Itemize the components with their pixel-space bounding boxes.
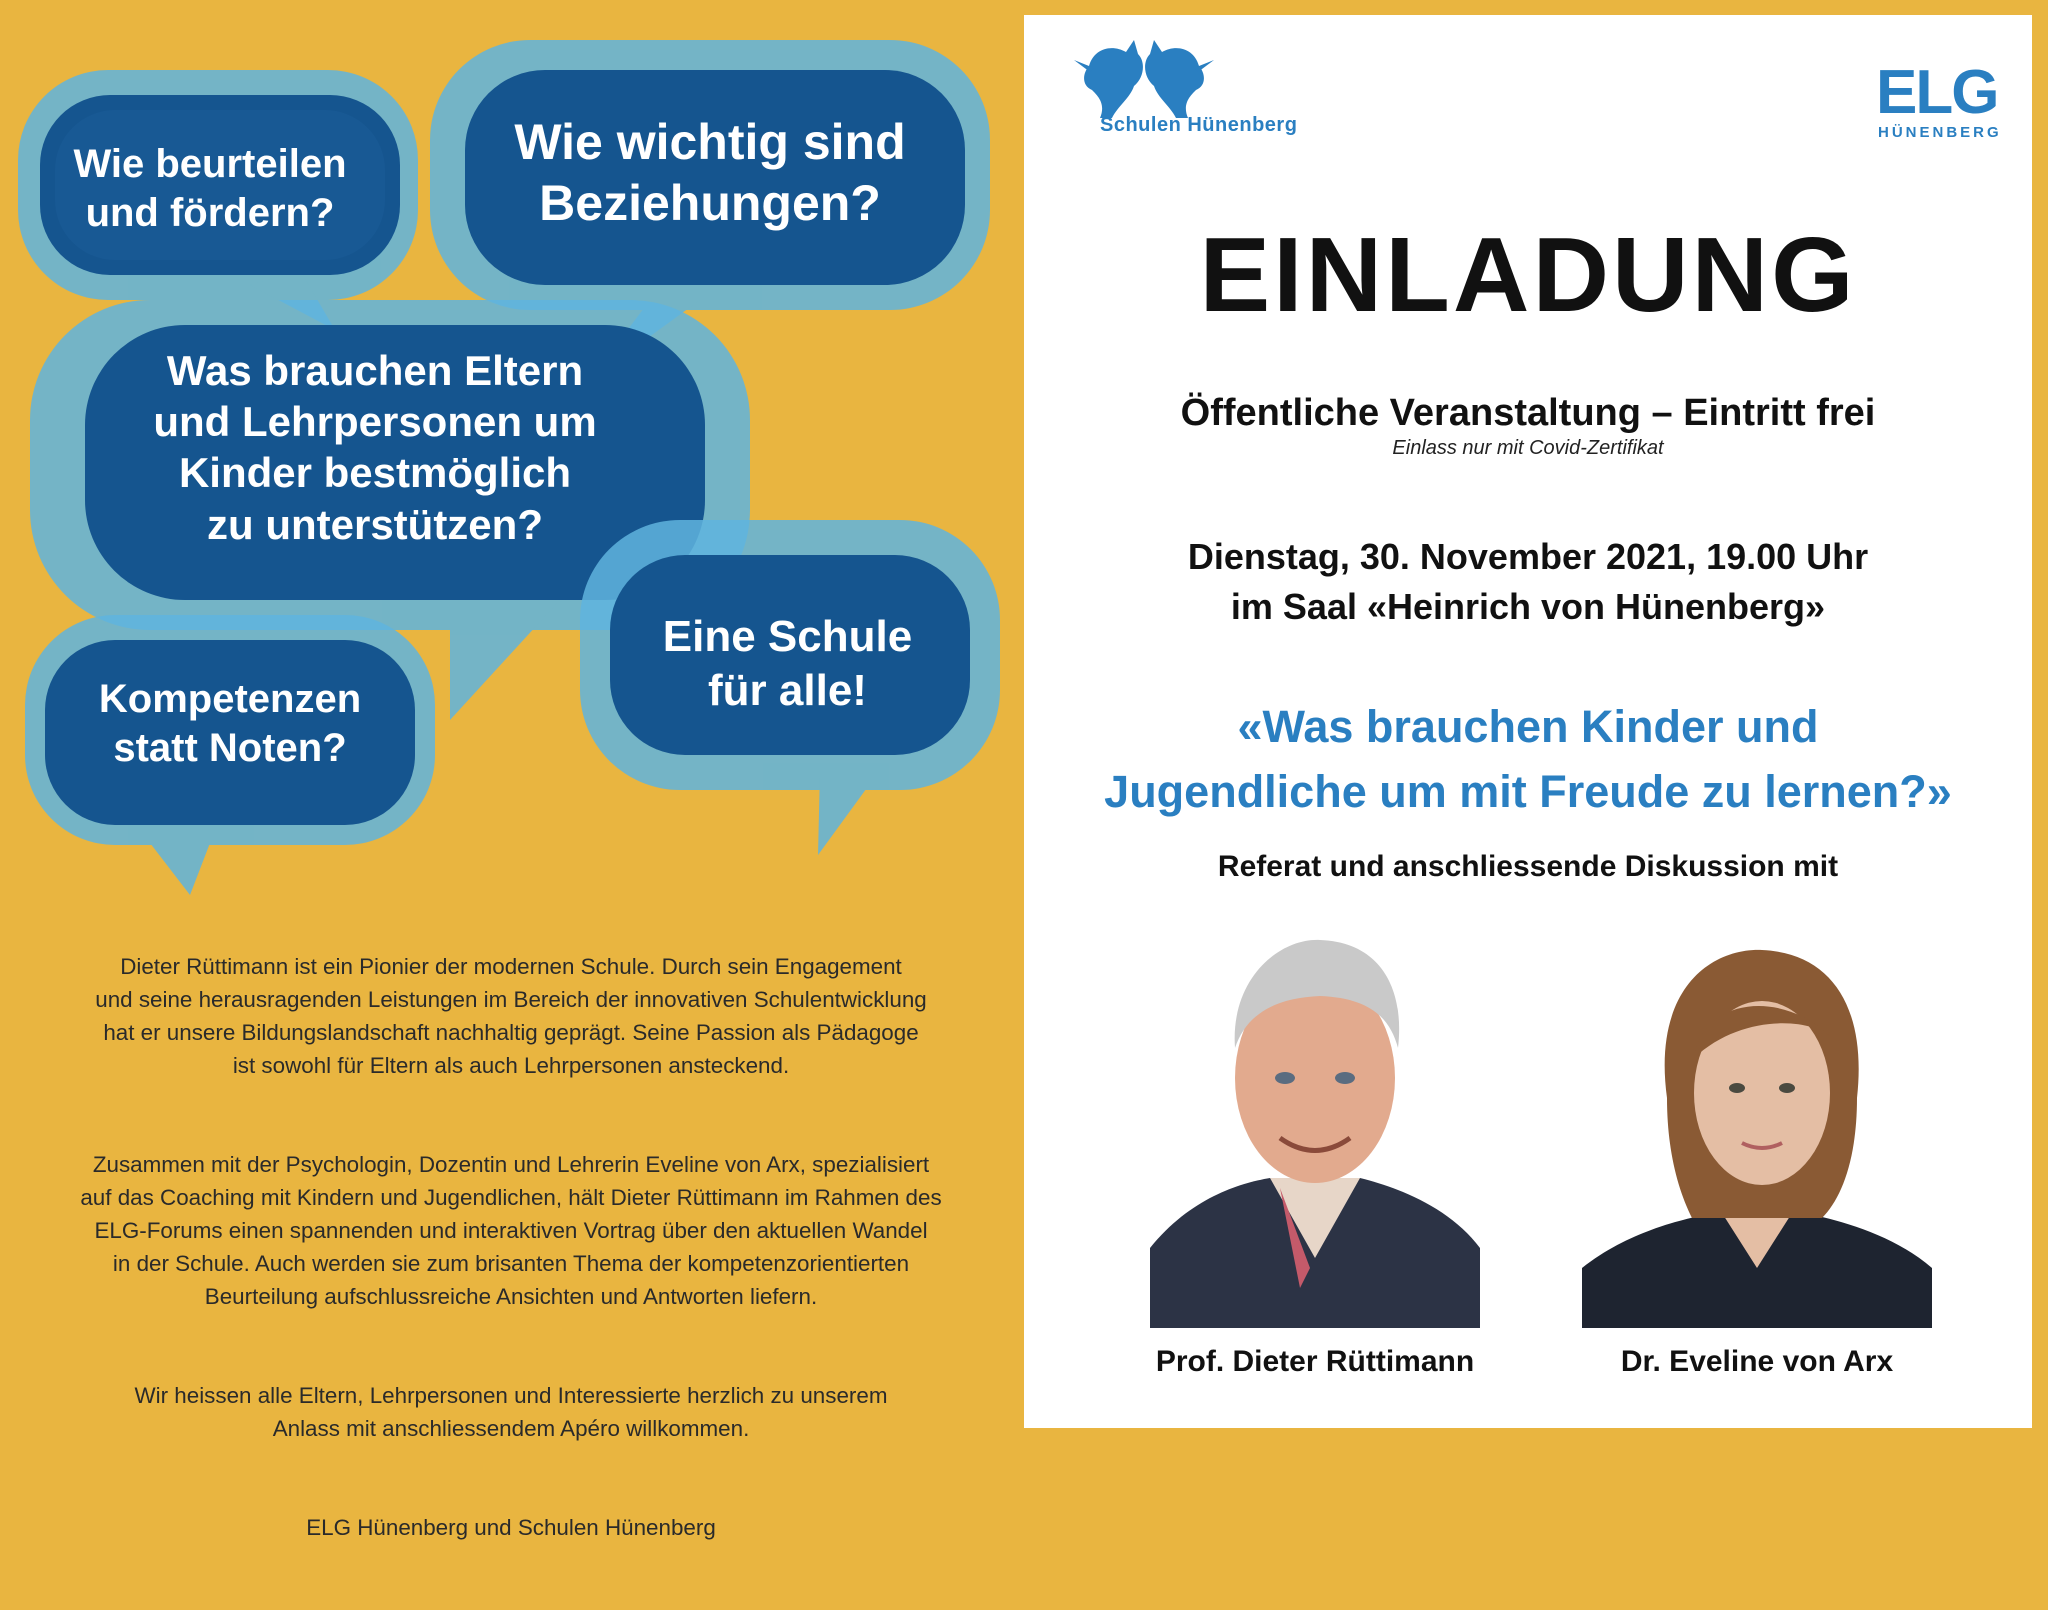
event-date-location: Dienstag, 30. November 2021, 19.00 Uhr im Saal «Heinrich von Hünenberg»: [1187, 536, 1869, 627]
description-paragraph-3: Wir heissen alle Eltern, Lehrpersonen und Interessierte herzlich zu unserem Anlass mit anschliessendem Apéro willkommen.: [134, 1383, 888, 1441]
elg-logo-icon: ELG: [1876, 58, 1998, 127]
left-panel: [0, 0, 1022, 1540]
bubble-question-relationships: Wie wichtig sind Beziehungen?: [514, 114, 906, 231]
bubble-statement-school: Eine Schule für alle!: [662, 612, 913, 715]
speaker-photo-von-arx: [1582, 928, 1932, 1328]
speaker-name-1: Prof. Dieter Rüttimann: [1155, 1345, 1475, 1378]
description-signature: ELG Hünenberg und Schulen Hünenberg: [306, 1515, 716, 1540]
bubble-question-support: Was brauchen Eltern und Lehrpersonen um Kinder bestmöglich zu unterstützen?: [153, 347, 597, 548]
description-paragraph-1: Dieter Rüttimann ist ein Pionier der modernen Schule. Durch sein Engagement und seine herausragenden Leistungen im Bereich der innovativen Schulentwicklung hat er unsere Bildungslandschaft nachhaltig geprägt. Seine Passion als Pädagoge ist sowohl für Eltern als auch Lehrpersonen ansteckend.: [95, 954, 927, 1078]
elg-logo-subtitle: HÜNENBERG: [1878, 124, 2002, 141]
page-title: EINLADUNG: [1199, 216, 1857, 334]
description-text: [10, 917, 1012, 1610]
event-topic: «Was brauchen Kinder und Jugendliche um mit Freude zu lernen?»: [1104, 701, 1952, 817]
entry-note: Einlass nur mit Covid-Zertifikat: [1392, 437, 1664, 459]
bubble-question-assess: Wie beurteilen und fördern?: [73, 142, 347, 235]
discussion-intro: Referat und anschliessende Diskussion mit: [1217, 850, 1839, 883]
bubble-question-competences: Kompetenzen statt Noten?: [98, 677, 362, 770]
speaker-name-2: Dr. Eveline von Arx: [1620, 1345, 1894, 1378]
speaker-photo-ruettimann: [1150, 928, 1480, 1328]
schulen-huenenberg-logo-text: Schulen Hünenberg: [1100, 114, 1298, 136]
description-paragraph-2: Zusammen mit der Psychologin, Dozentin und Lehrerin Eveline von Arx, spezialisiert auf das Coaching mit Kindern und Jugendlichen, hält Dieter Rüttimann im Rahmen des ELG-Forums einen spannenden und interaktiven Vortrag über den aktuellen Wandel in der Schule. Auch werden sie zum brisanten Thema der kompetenzorientierten Beurteilung aufschlussreiche Ansichten und Antworten liefern.: [80, 1152, 942, 1309]
event-subtitle: Öffentliche Veranstaltung – Eintritt frei: [1180, 392, 1876, 434]
